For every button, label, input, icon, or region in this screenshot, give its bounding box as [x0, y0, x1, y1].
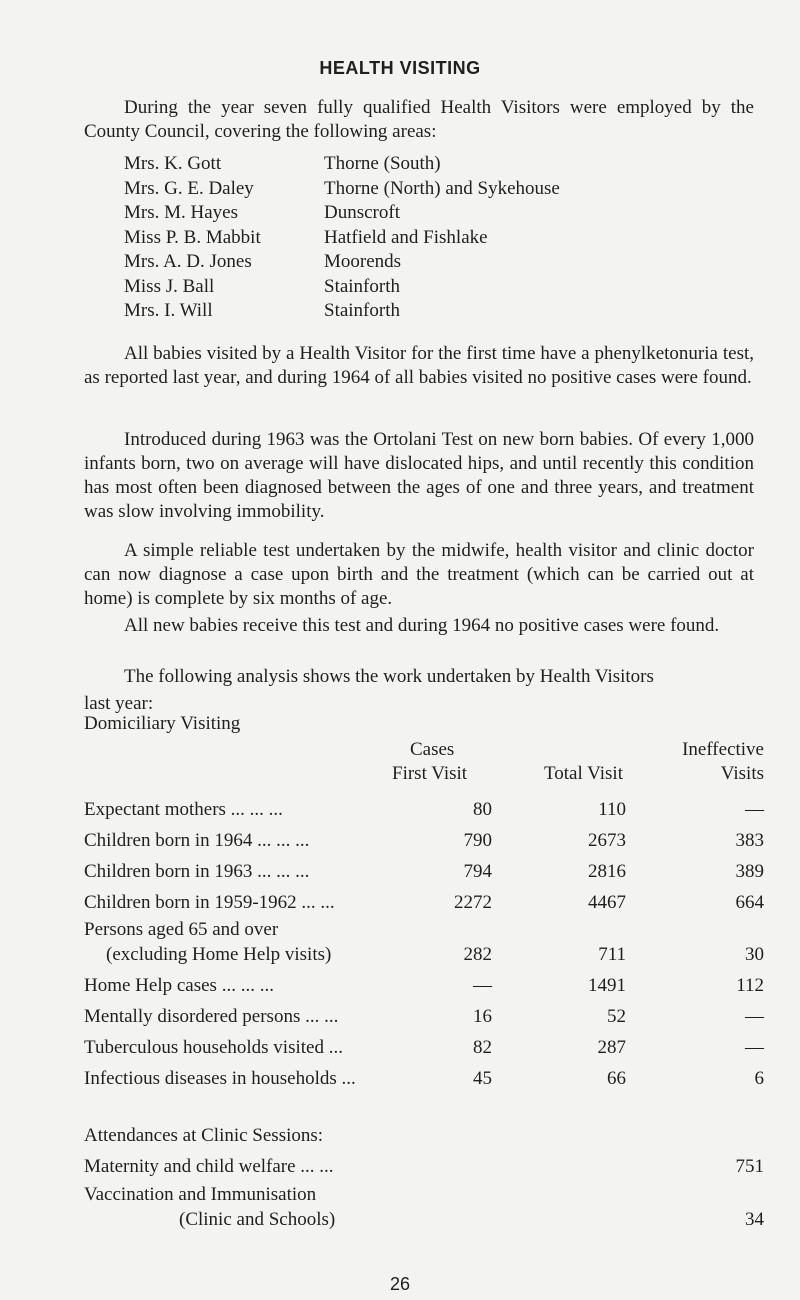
header-first-visit: First Visit — [392, 763, 468, 784]
visitor-name: Miss P. B. Mabbit — [124, 226, 261, 248]
row-label: Children born in 1959-1962 ... ... — [84, 892, 335, 913]
table-row — [84, 860, 764, 884]
ineffective-value: 30 — [745, 944, 764, 965]
ineffective-value: 112 — [736, 975, 764, 996]
table-row — [84, 1067, 764, 1091]
visitor-row — [124, 250, 744, 275]
vaccination-value: 34 — [745, 1209, 764, 1230]
visitor-row — [124, 152, 744, 177]
visitor-row — [124, 299, 744, 324]
visitor-name: Mrs. A. D. Jones — [124, 251, 252, 272]
visitor-area: Stainforth — [324, 300, 400, 321]
row-label: Mentally disordered persons ... ... — [84, 1006, 339, 1027]
table-row — [84, 1005, 764, 1029]
ineffective-value: 383 — [735, 830, 764, 851]
first-visit-value: 16 — [473, 1006, 492, 1027]
first-visit-value: 80 — [473, 799, 492, 820]
first-visit-value: — — [473, 975, 492, 996]
visitor-area: Moorends — [324, 251, 402, 272]
table-row — [84, 974, 764, 998]
table-row — [84, 918, 764, 942]
table-row — [84, 798, 764, 822]
total-visit-value: 711 — [598, 944, 626, 965]
table-row-continuation — [84, 943, 764, 967]
visitor-row — [124, 177, 744, 202]
header-visits: Visits — [720, 763, 764, 784]
visitor-name: Mrs. G. E. Daley — [124, 177, 254, 199]
first-visit-value: 82 — [473, 1037, 492, 1058]
first-visit-value: 282 — [463, 944, 492, 965]
ineffective-value: — — [745, 1006, 764, 1027]
first-visit-value: 794 — [463, 861, 492, 882]
last-year-label: last year: — [84, 693, 154, 714]
visitor-name: Mrs. I. Will — [124, 300, 213, 321]
total-visit-value: 52 — [607, 1006, 626, 1027]
row-label: Home Help cases ... ... ... — [84, 975, 274, 996]
total-visit-value: 2673 — [588, 830, 626, 851]
new-babies-paragraph: All new babies receive this test and during 1964 no positive cases were found. — [124, 615, 720, 636]
table-row — [84, 891, 764, 915]
visitor-area: Thorne (South) — [324, 153, 441, 174]
visitor-row — [124, 226, 744, 251]
analysis-paragraph: The following analysis shows the work undertaken by Health Visitors — [124, 666, 654, 687]
total-visit-value: 1491 — [588, 975, 626, 996]
visitor-name: Mrs. K. Gott — [124, 153, 222, 174]
table-row — [84, 1036, 764, 1060]
row-label: Children born in 1964 ... ... ... — [84, 830, 310, 851]
visitor-row — [124, 201, 744, 226]
total-visit-value: 4467 — [588, 892, 626, 913]
health-visitor-list — [124, 152, 744, 324]
row-label: Children born in 1963 ... ... ... — [84, 861, 310, 882]
first-visit-value: 45 — [473, 1068, 492, 1089]
header-cases: Cases — [410, 739, 455, 760]
ineffective-value: — — [745, 1037, 764, 1058]
visitor-name: Miss J. Ball — [124, 275, 215, 297]
visitor-area: Stainforth — [324, 275, 400, 297]
header-total-visit: Total Visit — [544, 763, 623, 784]
maternity-value: 751 — [735, 1156, 764, 1177]
row-label: Expectant mothers ... ... ... — [84, 799, 283, 820]
vaccination-sublabel: (Clinic and Schools) — [179, 1209, 336, 1230]
row-label: Persons aged 65 and over — [84, 919, 279, 940]
first-visit-value: 2272 — [454, 892, 492, 913]
row-sublabel: (excluding Home Help visits) — [106, 944, 332, 965]
ortolani-paragraph: Introduced during 1963 was the Ortolani Test on new born babies. Of every 1,000 infants born, two on average will have dislocated hips, and until recently this condition has most often been diagnosed between the ages of one and three years, and treatment was slow involving immobility. — [84, 429, 754, 522]
domiciliary-heading: Domiciliary Visiting — [84, 713, 241, 734]
attendances-heading: Attendances at Clinic Sessions: — [84, 1125, 324, 1146]
row-label: Tuberculous households visited ... — [84, 1037, 343, 1058]
page-title: HEALTH VISITING — [319, 58, 481, 78]
ineffective-value: 6 — [754, 1068, 764, 1089]
header-ineffective: Ineffective — [682, 739, 764, 760]
visitor-area: Thorne (North) and Sykehouse — [324, 177, 560, 199]
total-visit-value: 287 — [597, 1037, 626, 1058]
row-label: Infectious diseases in households ... — [84, 1068, 356, 1089]
visitor-row — [124, 275, 744, 300]
maternity-label: Maternity and child welfare ... ... — [84, 1156, 334, 1177]
ineffective-value: 389 — [735, 861, 764, 882]
ineffective-value: 664 — [735, 892, 764, 913]
visitor-name: Mrs. M. Hayes — [124, 202, 238, 223]
page-number: 26 — [389, 1274, 411, 1294]
intro-paragraph: During the year seven fully qualified Health Visitors were employed by the County Council, covering the following areas: — [84, 97, 754, 142]
vaccination-label: Vaccination and Immunisation — [84, 1184, 317, 1205]
simple-test-paragraph: A simple reliable test undertaken by the midwife, health visitor and clinic doctor can now diagnose a case upon birth and the treatment (which can be carried out at home) is complete by six months of age. — [84, 540, 754, 609]
visitor-area: Hatfield and Fishlake — [324, 226, 488, 248]
total-visit-value: 110 — [598, 799, 626, 820]
total-visit-value: 66 — [607, 1068, 626, 1089]
table-row — [84, 829, 764, 853]
phenylketonuria-paragraph: All babies visited by a Health Visitor for the first time have a phenylketonuria test, as reported last year, and during 1964 of all babies visited no positive cases were found. — [84, 343, 754, 388]
visitor-area: Dunscroft — [324, 202, 400, 223]
first-visit-value: 790 — [463, 830, 492, 851]
ineffective-value: — — [745, 799, 764, 820]
total-visit-value: 2816 — [588, 861, 626, 882]
